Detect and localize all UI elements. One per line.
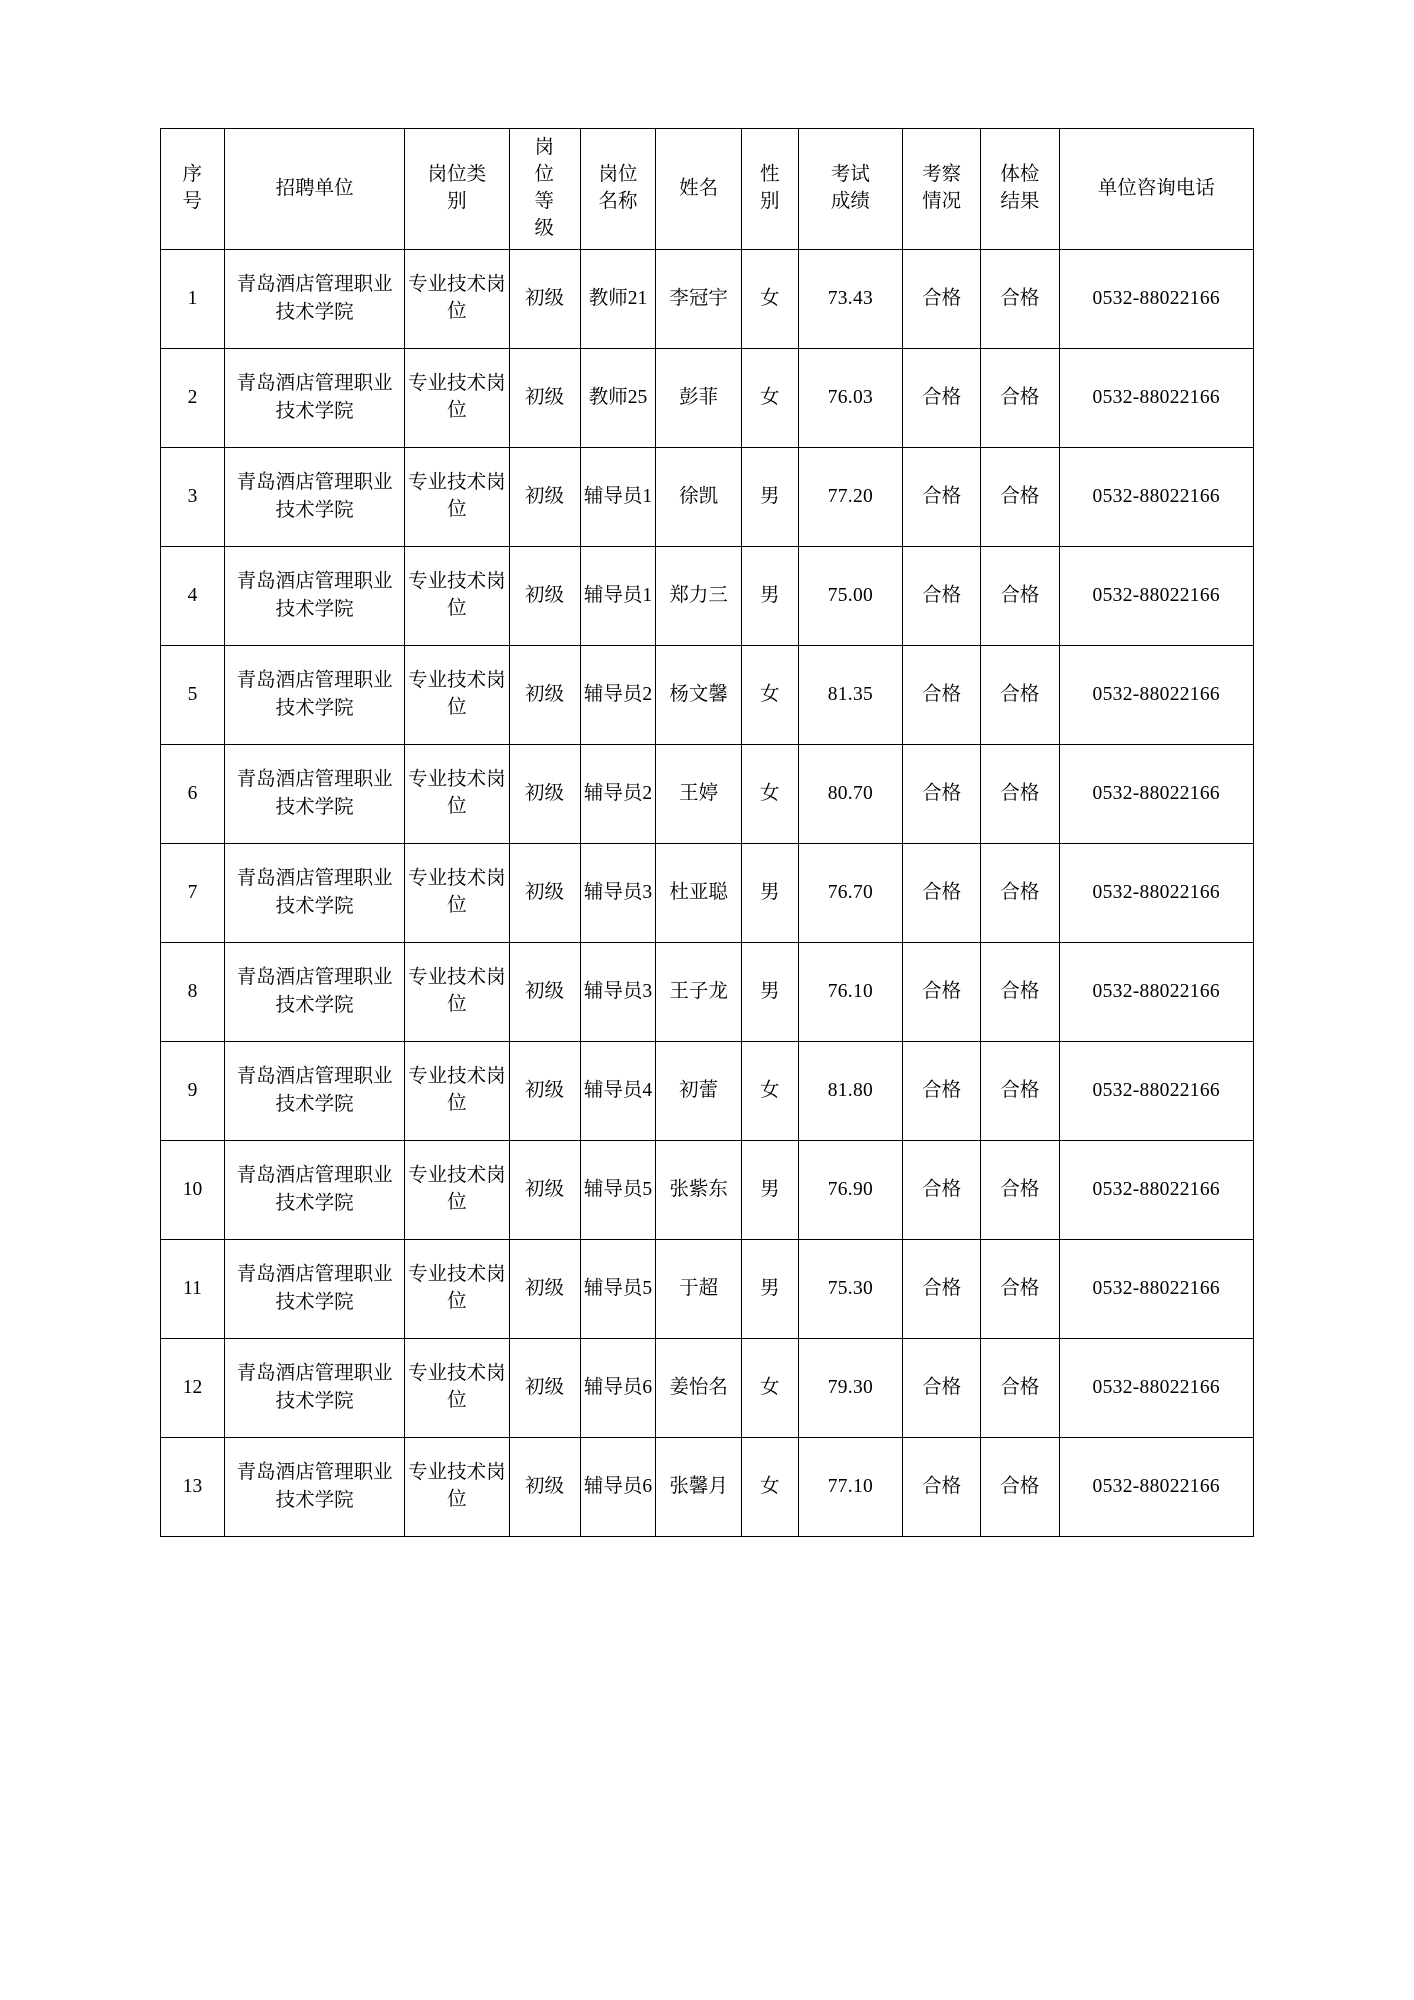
cell-phys: 合格	[981, 1240, 1059, 1339]
cell-phys: 合格	[981, 1438, 1059, 1537]
column-header-check: 考察 情况	[903, 129, 981, 250]
cell-seq: 11	[161, 1240, 225, 1339]
cell-score: 81.35	[798, 646, 902, 745]
cell-type: 专业技术岗位	[405, 1141, 509, 1240]
cell-type: 专业技术岗位	[405, 1438, 509, 1537]
cell-tel: 0532-88022166	[1059, 1339, 1254, 1438]
column-header-tel: 单位咨询电话	[1059, 129, 1254, 250]
table-body	[161, 250, 1254, 1537]
cell-phys: 合格	[981, 1141, 1059, 1240]
table-row	[161, 745, 1254, 844]
cell-type: 专业技术岗位	[405, 745, 509, 844]
cell-score: 80.70	[798, 745, 902, 844]
cell-score: 77.10	[798, 1438, 902, 1537]
cell-level: 初级	[509, 1438, 580, 1537]
table-header-row	[161, 129, 1254, 250]
cell-level: 初级	[509, 1042, 580, 1141]
column-header-name: 姓名	[656, 129, 741, 250]
column-header-score: 考试 成绩	[798, 129, 902, 250]
cell-tel: 0532-88022166	[1059, 1240, 1254, 1339]
cell-type: 专业技术岗位	[405, 250, 509, 349]
cell-check: 合格	[903, 745, 981, 844]
cell-level: 初级	[509, 448, 580, 547]
cell-post: 辅导员6	[580, 1438, 656, 1537]
cell-type: 专业技术岗位	[405, 646, 509, 745]
cell-gender: 男	[741, 547, 798, 646]
cell-unit: 青岛酒店管理职业技术学院	[225, 943, 405, 1042]
cell-phys: 合格	[981, 547, 1059, 646]
cell-check: 合格	[903, 1141, 981, 1240]
table-row	[161, 250, 1254, 349]
cell-check: 合格	[903, 1042, 981, 1141]
cell-tel: 0532-88022166	[1059, 448, 1254, 547]
cell-check: 合格	[903, 844, 981, 943]
cell-unit: 青岛酒店管理职业技术学院	[225, 745, 405, 844]
cell-type: 专业技术岗位	[405, 448, 509, 547]
cell-name: 彭菲	[656, 349, 741, 448]
cell-phys: 合格	[981, 349, 1059, 448]
cell-phys: 合格	[981, 745, 1059, 844]
column-header-seq: 序 号	[161, 129, 225, 250]
cell-gender: 男	[741, 844, 798, 943]
cell-post: 辅导员3	[580, 943, 656, 1042]
cell-seq: 3	[161, 448, 225, 547]
table-row	[161, 844, 1254, 943]
cell-gender: 女	[741, 646, 798, 745]
cell-post: 教师21	[580, 250, 656, 349]
cell-score: 76.70	[798, 844, 902, 943]
table-row	[161, 1042, 1254, 1141]
cell-tel: 0532-88022166	[1059, 943, 1254, 1042]
cell-tel: 0532-88022166	[1059, 745, 1254, 844]
cell-seq: 10	[161, 1141, 225, 1240]
cell-gender: 女	[741, 349, 798, 448]
cell-tel: 0532-88022166	[1059, 646, 1254, 745]
table-row	[161, 1141, 1254, 1240]
cell-gender: 男	[741, 1240, 798, 1339]
cell-phys: 合格	[981, 844, 1059, 943]
cell-unit: 青岛酒店管理职业技术学院	[225, 1042, 405, 1141]
cell-check: 合格	[903, 943, 981, 1042]
cell-tel: 0532-88022166	[1059, 1438, 1254, 1537]
cell-check: 合格	[903, 1240, 981, 1339]
cell-tel: 0532-88022166	[1059, 547, 1254, 646]
cell-seq: 5	[161, 646, 225, 745]
column-header-unit: 招聘单位	[225, 129, 405, 250]
cell-seq: 4	[161, 547, 225, 646]
cell-seq: 9	[161, 1042, 225, 1141]
cell-type: 专业技术岗位	[405, 1339, 509, 1438]
table-row	[161, 943, 1254, 1042]
column-header-level: 岗 位 等 级	[509, 129, 580, 250]
column-header-gender: 性 别	[741, 129, 798, 250]
cell-name: 杜亚聪	[656, 844, 741, 943]
cell-score: 79.30	[798, 1339, 902, 1438]
cell-check: 合格	[903, 1438, 981, 1537]
column-header-type: 岗位类 别	[405, 129, 509, 250]
cell-check: 合格	[903, 349, 981, 448]
table-row	[161, 349, 1254, 448]
cell-phys: 合格	[981, 943, 1059, 1042]
cell-name: 于超	[656, 1240, 741, 1339]
recruitment-results-table	[160, 128, 1254, 1537]
cell-post: 辅导员3	[580, 844, 656, 943]
table-row	[161, 1240, 1254, 1339]
cell-seq: 7	[161, 844, 225, 943]
cell-gender: 女	[741, 1339, 798, 1438]
cell-unit: 青岛酒店管理职业技术学院	[225, 1141, 405, 1240]
cell-gender: 男	[741, 448, 798, 547]
cell-seq: 13	[161, 1438, 225, 1537]
cell-post: 辅导员5	[580, 1240, 656, 1339]
cell-post: 辅导员5	[580, 1141, 656, 1240]
cell-type: 专业技术岗位	[405, 349, 509, 448]
cell-level: 初级	[509, 1141, 580, 1240]
cell-seq: 8	[161, 943, 225, 1042]
cell-name: 张馨月	[656, 1438, 741, 1537]
cell-level: 初级	[509, 250, 580, 349]
cell-level: 初级	[509, 349, 580, 448]
cell-check: 合格	[903, 646, 981, 745]
cell-level: 初级	[509, 1240, 580, 1339]
cell-score: 77.20	[798, 448, 902, 547]
cell-level: 初级	[509, 745, 580, 844]
cell-post: 教师25	[580, 349, 656, 448]
cell-unit: 青岛酒店管理职业技术学院	[225, 844, 405, 943]
cell-unit: 青岛酒店管理职业技术学院	[225, 1339, 405, 1438]
cell-phys: 合格	[981, 1339, 1059, 1438]
cell-tel: 0532-88022166	[1059, 844, 1254, 943]
cell-seq: 12	[161, 1339, 225, 1438]
cell-unit: 青岛酒店管理职业技术学院	[225, 250, 405, 349]
cell-gender: 男	[741, 943, 798, 1042]
cell-check: 合格	[903, 250, 981, 349]
cell-name: 姜怡名	[656, 1339, 741, 1438]
column-header-phys: 体检 结果	[981, 129, 1059, 250]
cell-unit: 青岛酒店管理职业技术学院	[225, 448, 405, 547]
cell-post: 辅导员1	[580, 547, 656, 646]
cell-name: 杨文馨	[656, 646, 741, 745]
cell-score: 76.90	[798, 1141, 902, 1240]
cell-level: 初级	[509, 547, 580, 646]
cell-tel: 0532-88022166	[1059, 250, 1254, 349]
table-row	[161, 646, 1254, 745]
cell-unit: 青岛酒店管理职业技术学院	[225, 1240, 405, 1339]
cell-level: 初级	[509, 646, 580, 745]
table-row	[161, 1339, 1254, 1438]
table-row	[161, 1438, 1254, 1537]
cell-check: 合格	[903, 547, 981, 646]
cell-post: 辅导员2	[580, 646, 656, 745]
cell-seq: 6	[161, 745, 225, 844]
cell-post: 辅导员4	[580, 1042, 656, 1141]
cell-unit: 青岛酒店管理职业技术学院	[225, 1438, 405, 1537]
cell-check: 合格	[903, 448, 981, 547]
table-row	[161, 448, 1254, 547]
cell-name: 徐凯	[656, 448, 741, 547]
cell-post: 辅导员6	[580, 1339, 656, 1438]
cell-type: 专业技术岗位	[405, 1240, 509, 1339]
cell-unit: 青岛酒店管理职业技术学院	[225, 646, 405, 745]
cell-phys: 合格	[981, 1042, 1059, 1141]
cell-name: 李冠宇	[656, 250, 741, 349]
cell-phys: 合格	[981, 448, 1059, 547]
cell-tel: 0532-88022166	[1059, 1141, 1254, 1240]
cell-level: 初级	[509, 943, 580, 1042]
cell-gender: 女	[741, 745, 798, 844]
cell-name: 郑力三	[656, 547, 741, 646]
cell-seq: 2	[161, 349, 225, 448]
cell-level: 初级	[509, 1339, 580, 1438]
cell-unit: 青岛酒店管理职业技术学院	[225, 547, 405, 646]
cell-seq: 1	[161, 250, 225, 349]
table-row	[161, 547, 1254, 646]
cell-tel: 0532-88022166	[1059, 349, 1254, 448]
cell-gender: 女	[741, 1438, 798, 1537]
column-header-post: 岗位 名称	[580, 129, 656, 250]
cell-unit: 青岛酒店管理职业技术学院	[225, 349, 405, 448]
cell-type: 专业技术岗位	[405, 1042, 509, 1141]
cell-name: 王子龙	[656, 943, 741, 1042]
cell-type: 专业技术岗位	[405, 943, 509, 1042]
cell-tel: 0532-88022166	[1059, 1042, 1254, 1141]
cell-score: 76.10	[798, 943, 902, 1042]
cell-score: 76.03	[798, 349, 902, 448]
cell-post: 辅导员2	[580, 745, 656, 844]
cell-phys: 合格	[981, 250, 1059, 349]
cell-score: 81.80	[798, 1042, 902, 1141]
cell-post: 辅导员1	[580, 448, 656, 547]
cell-score: 75.00	[798, 547, 902, 646]
cell-gender: 女	[741, 250, 798, 349]
cell-gender: 男	[741, 1141, 798, 1240]
cell-score: 75.30	[798, 1240, 902, 1339]
cell-name: 王婷	[656, 745, 741, 844]
cell-gender: 女	[741, 1042, 798, 1141]
cell-name: 张紫东	[656, 1141, 741, 1240]
cell-phys: 合格	[981, 646, 1059, 745]
cell-level: 初级	[509, 844, 580, 943]
cell-score: 73.43	[798, 250, 902, 349]
cell-type: 专业技术岗位	[405, 547, 509, 646]
cell-name: 初蕾	[656, 1042, 741, 1141]
table-header	[161, 129, 1254, 250]
cell-type: 专业技术岗位	[405, 844, 509, 943]
cell-check: 合格	[903, 1339, 981, 1438]
